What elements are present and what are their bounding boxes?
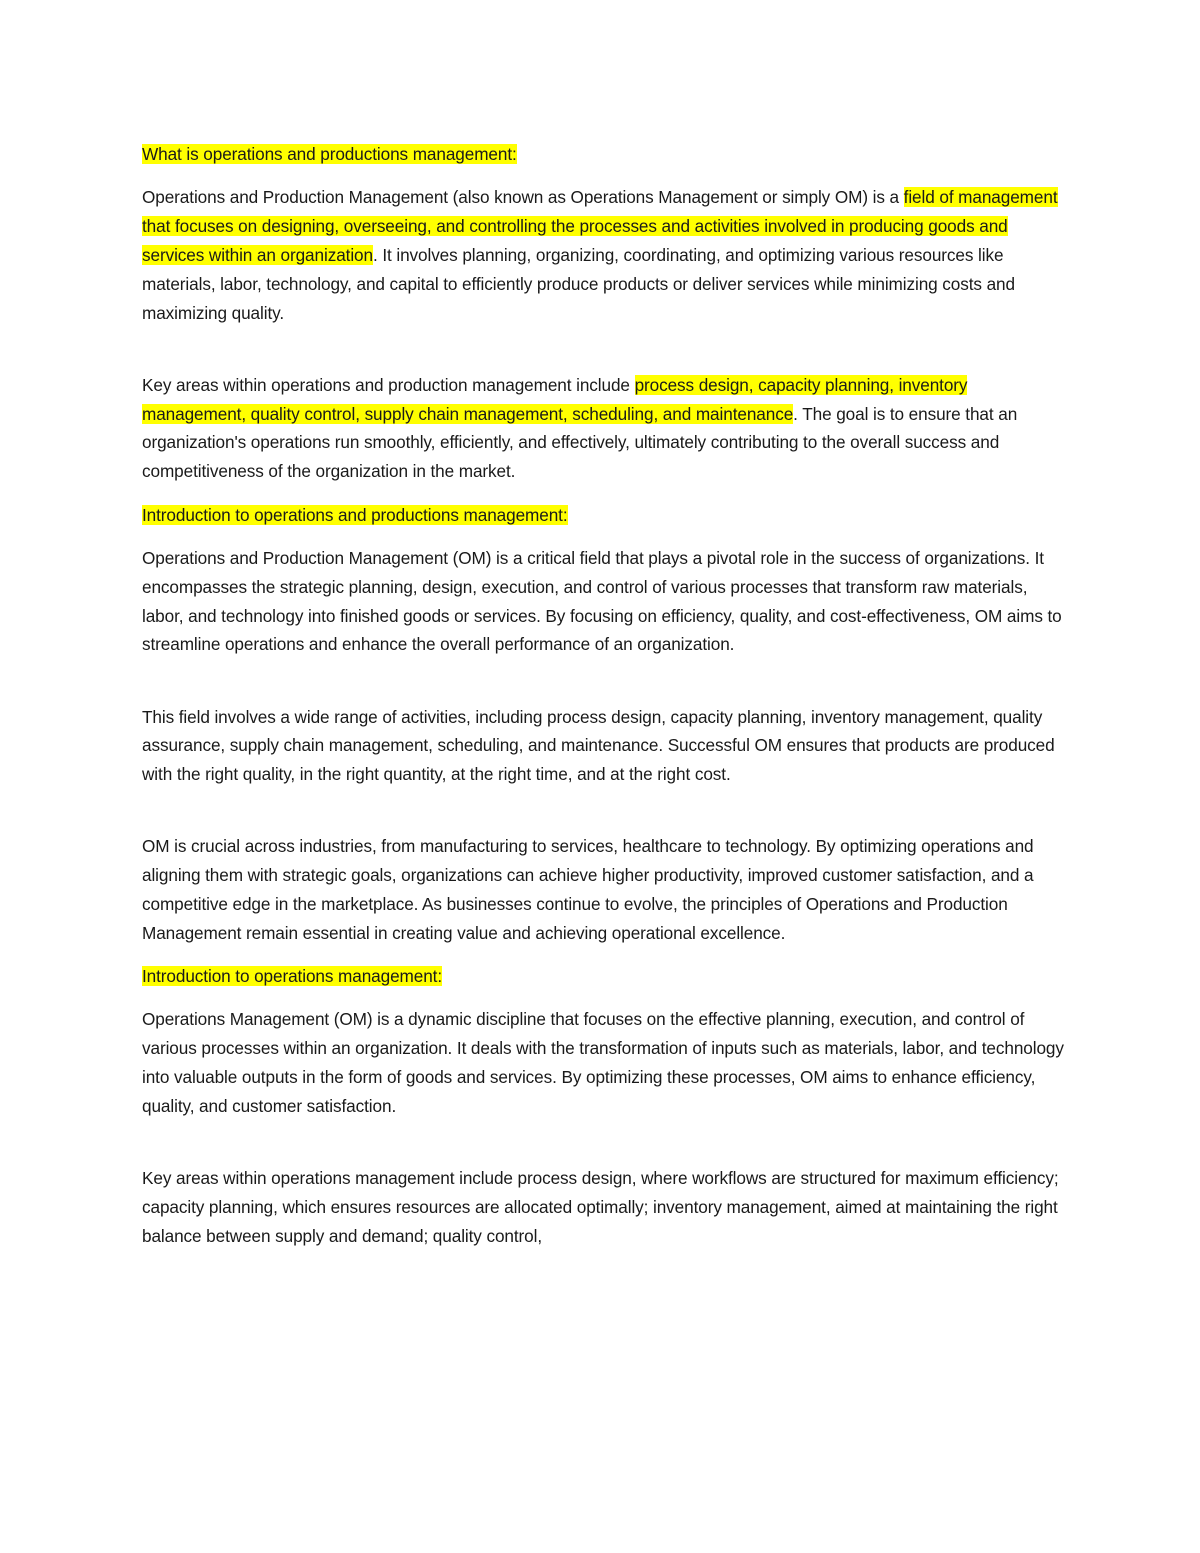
section-heading xyxy=(142,962,1064,991)
highlighted-heading: Introduction to operations management: xyxy=(142,966,443,987)
paragraph: Key areas within operations management include process design, where workflows are structured for maximum efficiency; capacity planning, which ensures resources are allocated optimally; inventory management, aimed at maintaining the right balance between supply and demand; quality control, xyxy=(142,1168,1059,1246)
paragraph-text: . It involves planning, organizing, coordinating, and optimizing various resources like materials, labor, technology, and capital to efficiently produce products or deliver services while minimizing costs and maximizing quality. xyxy=(142,244,1015,323)
section-heading xyxy=(142,140,1064,169)
highlighted-heading: Introduction to operations and productions management: xyxy=(142,504,568,525)
blank-line xyxy=(142,804,1064,833)
document-body xyxy=(142,140,1064,1265)
paragraph: Operations and Production Management (OM) is a critical field that plays a pivotal role in the success of organizations. It encompasses the strategic planning, design, execution, and control of various processes that transform raw materials, labor, and technology into finished goods or services. By focusing on efficiency, quality, and cost-effectiveness, OM aims to streamline operations and enhance the overall performance of an organization. xyxy=(142,547,1062,655)
paragraph xyxy=(142,183,1064,327)
paragraph: Operations Management (OM) is a dynamic discipline that focuses on the effective planning, execution, and control of various processes within an organization. It deals with the transformation of inputs such as materials, labor, and technology into valuable outputs in the form of goods and services. By optimizing these processes, OM aims to enhance efficiency, quality, and customer satisfaction. xyxy=(142,1009,1064,1116)
paragraph xyxy=(142,371,1064,486)
highlighted-heading: What is operations and productions management: xyxy=(142,144,517,164)
paragraph-text: Key areas within operations and production management include xyxy=(142,374,635,395)
blank-line xyxy=(142,342,1064,371)
paragraph: This field involves a wide range of activities, including process design, capacity planning, inventory management, quality assurance, supply chain management, scheduling, and maintenance. Successful OM ensures that products are produced with the right quality, in the right quantity, at the right time, and at the right cost. xyxy=(142,706,1055,785)
paragraph-text: Operations and Production Management (also known as Operations Management or simply OM) is a xyxy=(142,187,904,208)
blank-line xyxy=(142,674,1064,703)
paragraph-text: . The goal is to ensure that an organization's operations run smoothly, efficiently, and effectively, ultimately contributing to the overall success and competitiveness of the organization in the market. xyxy=(142,403,1018,482)
highlighted-text: process design, capacity planning, inventory management, quality control, supply chain management, scheduling, and maintenance xyxy=(142,374,968,424)
paragraph: OM is crucial across industries, from manufacturing to services, healthcare to technology. By optimizing operations and aligning them with strategic goals, organizations can achieve higher productivity, improved customer satisfaction, and a competitive edge in the marketplace. As businesses continue to evolve, the principles of Operations and Production Management remain essential in creating value and achieving operational excellence. xyxy=(142,836,1034,943)
section-heading xyxy=(142,501,1064,530)
highlighted-text: field of management that focuses on designing, overseeing, and controlling the processes and activities involved in producing goods and services within an organization xyxy=(142,187,1058,265)
blank-line xyxy=(142,1135,1064,1164)
